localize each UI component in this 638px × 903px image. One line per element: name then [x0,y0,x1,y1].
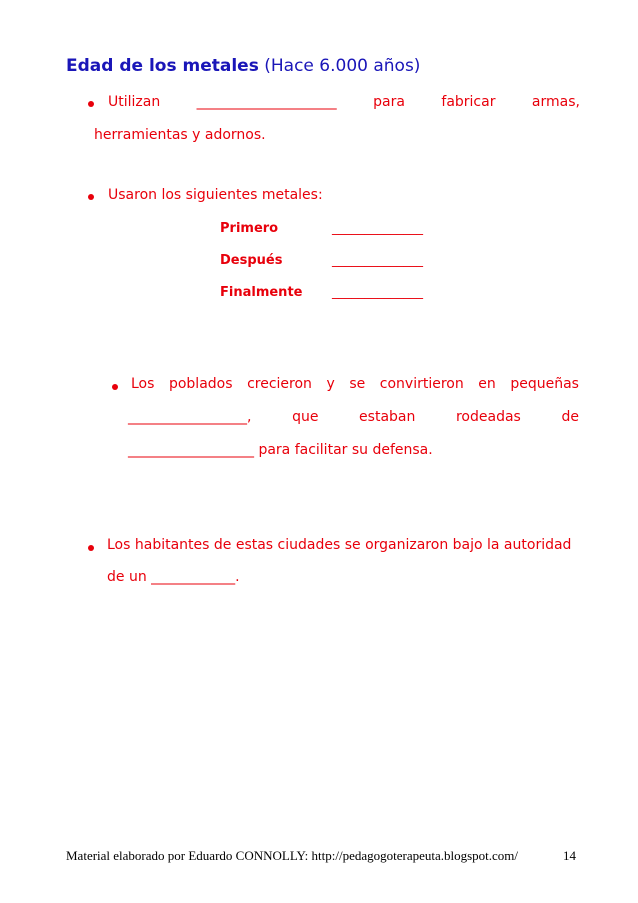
word: para [373,94,405,110]
page-number: 14 [563,848,576,863]
word: estaban [359,409,416,425]
bullet-dot-3 [112,384,118,390]
bullet2-text: Usaron los siguientes metales: [108,187,323,203]
word: pequeñas [510,376,579,392]
word: Utilizan [108,94,161,110]
bullet-dot-2 [88,194,94,200]
title-sub: (Hace 6.000 años) [264,56,421,76]
word: se [349,376,366,392]
bullet3-line2 [128,409,579,425]
word: convirtieron [379,376,464,392]
word: rodeadas [455,409,521,425]
word: armas, [531,94,580,110]
word: Los [131,376,155,392]
metal-blank-3: ______________ [332,285,423,300]
word: crecieron [247,376,312,392]
word: de [561,409,579,425]
metal-label-3: Finalmente [220,285,303,300]
bullet1-line2: herramientas y adornos. [94,127,266,143]
bullet-dot-4 [88,545,94,551]
bullet4-line1: Los habitantes de estas ciudades se organizaron bajo la autoridad [107,537,572,553]
metal-blank-2: ______________ [332,253,423,268]
metal-blank-1: ______________ [332,221,423,236]
word: poblados [168,376,233,392]
blank-1: ____________________ [196,94,337,110]
blank-2: _________________, [128,409,252,425]
bullet3-line1 [131,376,579,392]
title-main: Edad de los metales [66,56,259,76]
page-title [66,56,420,76]
bullet4-line2: de un ____________. [107,569,240,585]
word: y [326,376,335,392]
bullet3-line3: __________________ para facilitar su defensa. [128,442,433,458]
footer-text: Material elaborado por Eduardo CONNOLLY: http://pedagogoterapeuta.blogspot.com/ [66,848,519,863]
metal-label-2: Después [220,253,283,268]
bullet-dot-1 [88,101,94,107]
metal-label-1: Primero [220,221,279,236]
word: fabricar [441,94,496,110]
word: que [292,409,319,425]
word: en [478,376,496,392]
bullet1-line1 [108,94,580,110]
